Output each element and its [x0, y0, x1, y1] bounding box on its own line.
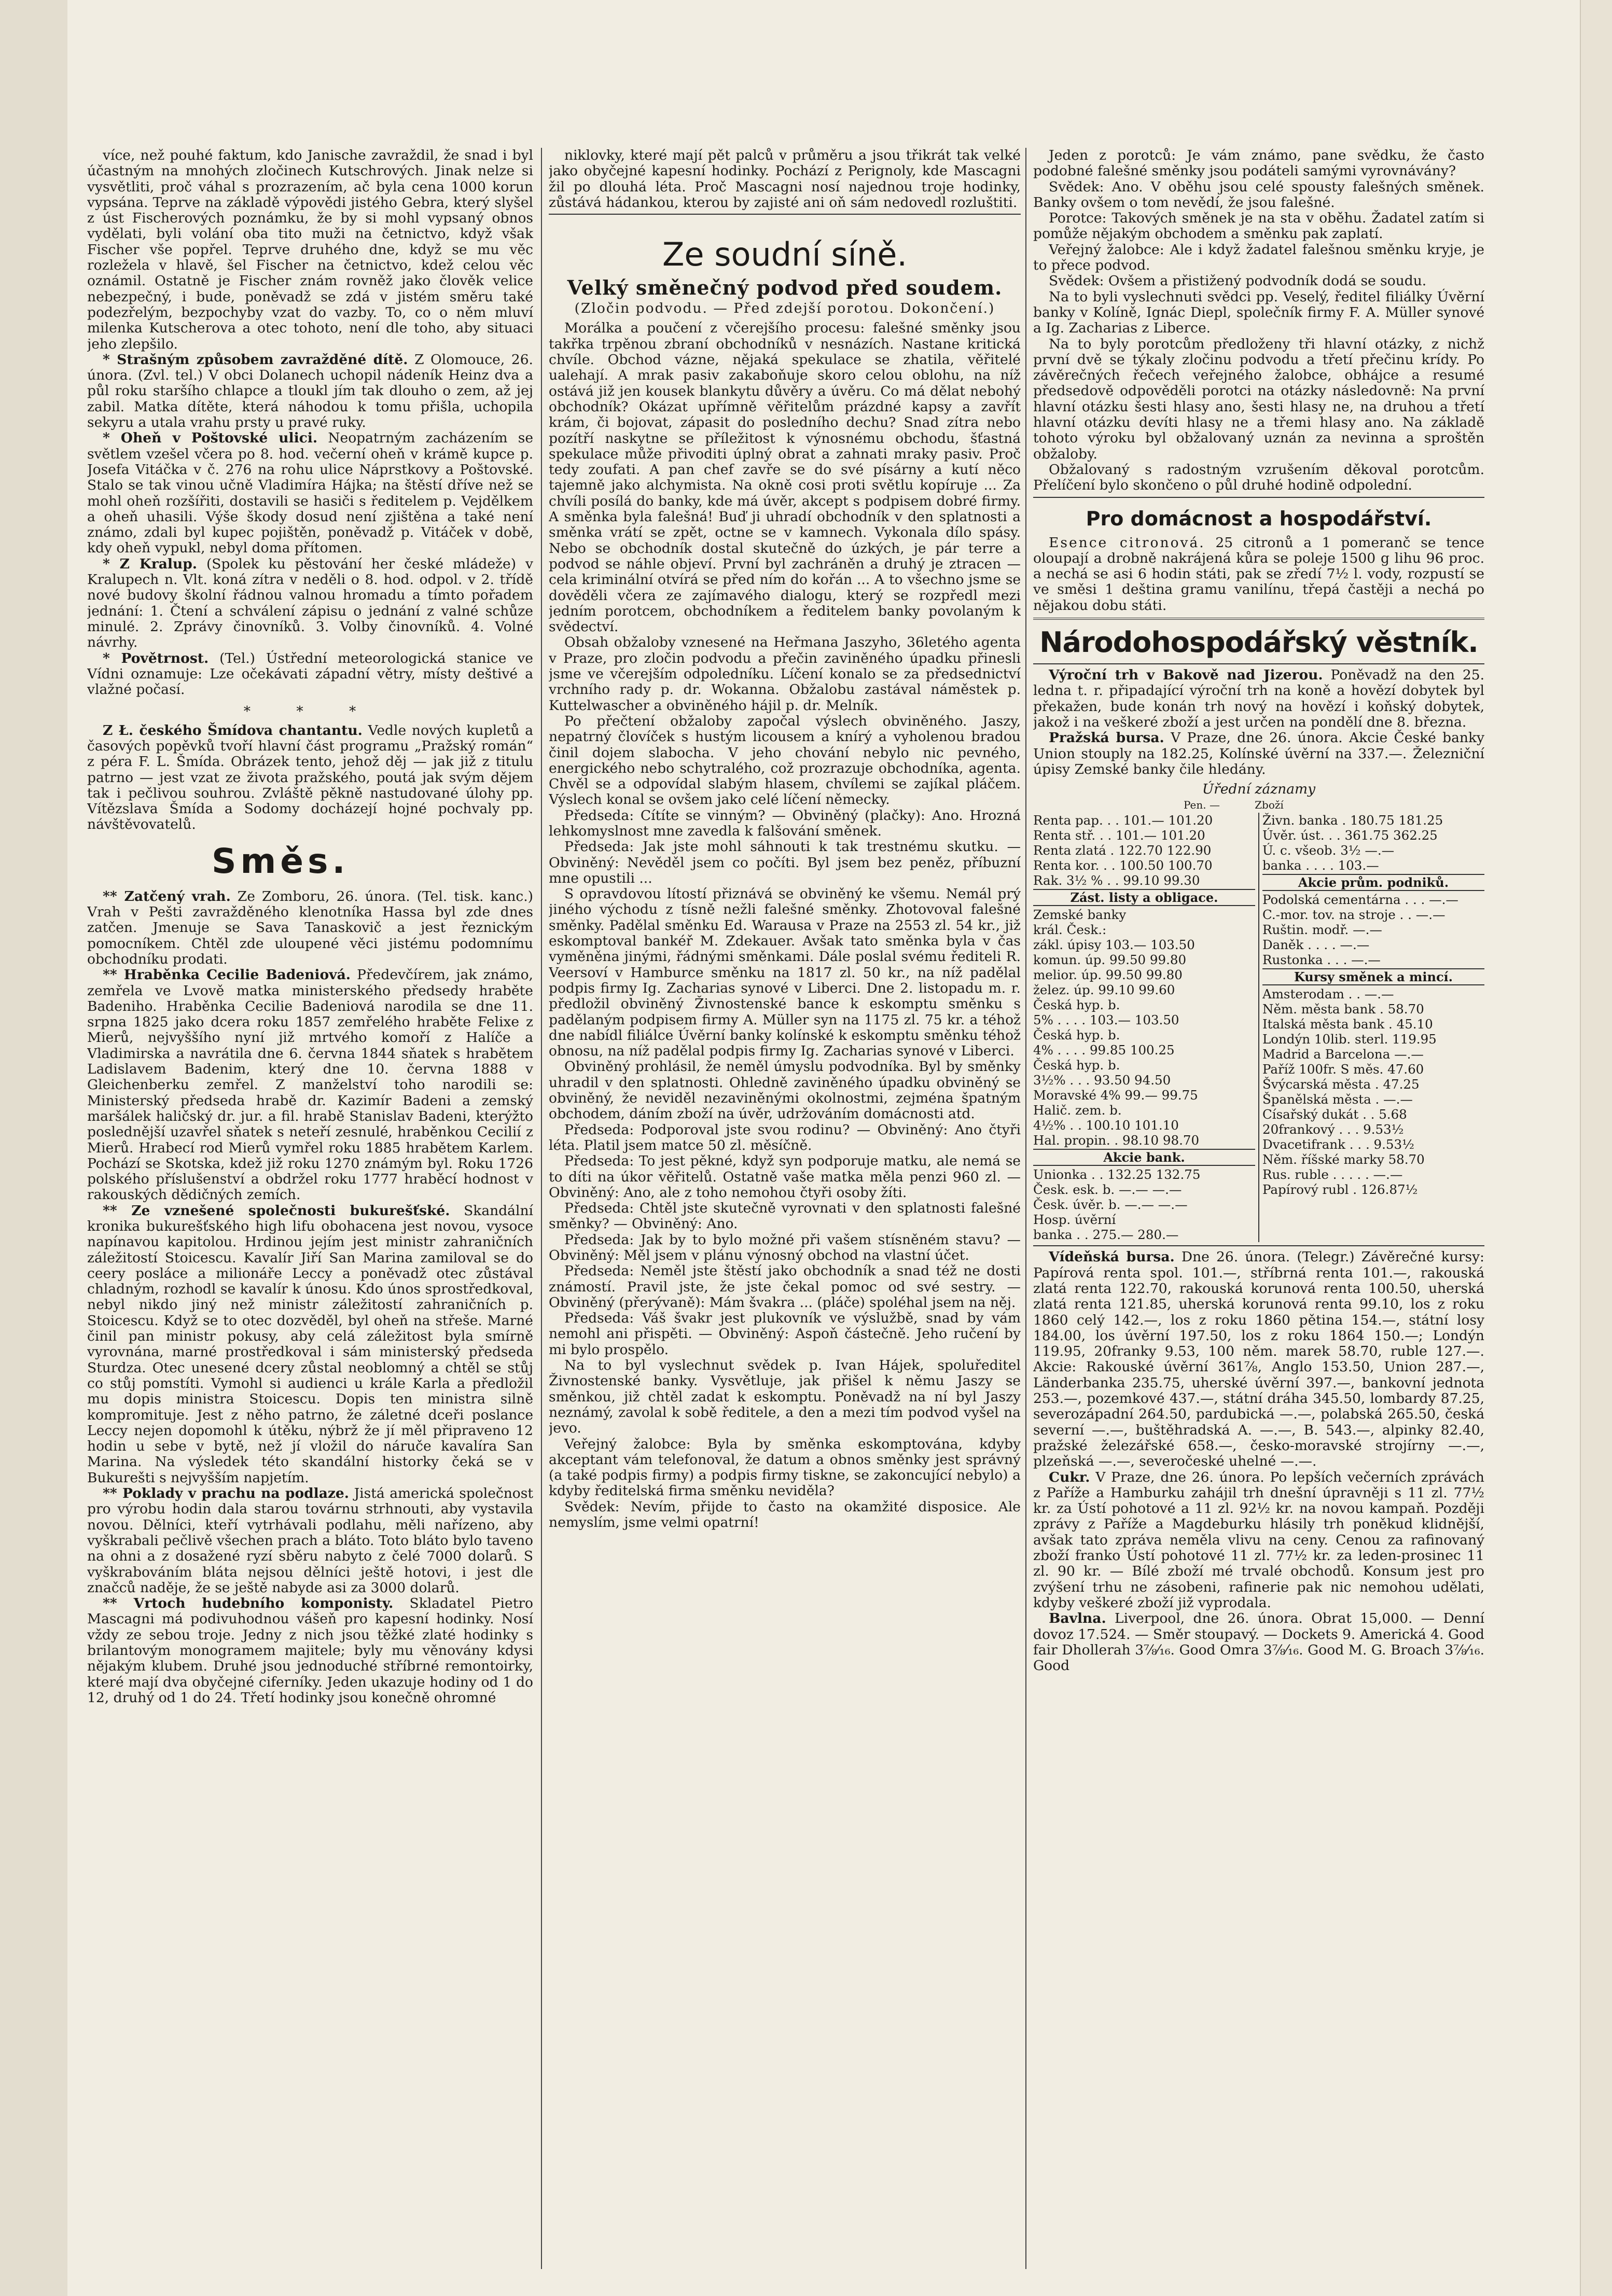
- divider: [1033, 497, 1484, 498]
- table-row: [1262, 858, 1484, 873]
- article-paragraph: Veřejný žalobce: Byla by směnka eskomptována, kdyby akceptant vám telefonoval, že datum a obnos směnky jest správný (a také podpis firmy) a podpis firmy tiskne, se zakoncující nebylo) a kdyby ředitelská firma směnku neviděla?: [549, 1436, 1021, 1499]
- table-row: [1033, 858, 1255, 873]
- table-row: [1033, 1212, 1255, 1227]
- table-cell: Česk. úvěr. b. —.— —.—: [1033, 1197, 1188, 1213]
- section-title-smes: Směs.: [212, 841, 350, 881]
- news-item: [87, 1203, 533, 1486]
- divider: [1033, 618, 1484, 620]
- news-item-heading: Cukr.: [1049, 1469, 1090, 1485]
- divider: [1033, 1245, 1484, 1246]
- bursa-table-title: Úřední záznamy: [1202, 781, 1316, 798]
- article-paragraph: niklovky, které mají pět palců v průměru a jsou třikrát tak velké jako obyčejné kapesní hodinky. Pochází z Perignoly, kde Mascagni žil po dlouhá léta. Proč Mascagni nosí najednou troje hodinky, zůstává hádankou, kterou by zajisté ani oň sám nedovedl rozluštiti.: [549, 148, 1021, 211]
- table-cell: Ú. c. všeob. 3½ —.—: [1262, 843, 1395, 858]
- news-item: [87, 889, 533, 967]
- table-cell: Madrid a Barcelona —.—: [1262, 1047, 1424, 1062]
- table-row: [1262, 907, 1484, 922]
- table-cell: Hosp. úvěrní: [1033, 1212, 1116, 1228]
- table-cell: Švýcarská města . 47.25: [1262, 1077, 1420, 1092]
- news-item-body: Z Olomouce, 26. února. (Zvl. tel.) V obci Dolanech uchopil nádeník Heinz dva a půl roku staršího chlapce a tloukl jím tak dlouho o zem, až jej zabil. Matka dítěte, která náhodou k tomu přišla, uchopila sekyru a utala vrahu prsty u pravé ruky.: [87, 351, 533, 431]
- table-row: [1262, 1152, 1484, 1167]
- table-cell: Úvěr. úst. . . 361.75 362.25: [1262, 828, 1438, 843]
- table-cell: 5% . . . . 103.— 103.50: [1033, 1012, 1179, 1028]
- table-cell: Živn. banka . 180.75 181.25: [1262, 813, 1443, 828]
- article-paragraph: Předseda: To jest pěkné, když syn podporuje matku, ale nemá se to díti na úkor věřitelů. Ostatně vaše matka měla penzi 960 zl. — Obviněný: Ano, ale z toho nemohou čtyři osoby žíti.: [549, 1153, 1021, 1201]
- article-paragraph: Předseda: Jak by to bylo možné při vašem stísněném stavu? — Obviněný: Měl jsem v plánu výnosný obchod na vlastní účet.: [549, 1231, 1021, 1263]
- table-row: [1033, 1073, 1255, 1088]
- table-cell: 4% . . . . 99.85 100.25: [1033, 1042, 1175, 1058]
- news-item: [87, 651, 533, 698]
- news-item-heading: ** Ze vznešené společnosti bukurešťské.: [103, 1202, 450, 1219]
- table-row: [1033, 907, 1255, 922]
- table-cell: Londýn 10lib. sterl. 119.95: [1262, 1032, 1437, 1047]
- news-item: [1033, 1611, 1484, 1674]
- table-cell: komun. úp. 99.50 99.80: [1033, 952, 1187, 968]
- table-row: [1033, 1042, 1255, 1057]
- news-item-body: (Spolek ku pěstování her české mládeže) v Kralupech n. Vlt. koná zítra v neděli o 8. hod. odpol. v 2. třídě nové budovy školní řádnou valnou hromadu a tímto pořadem jednání: 1. Čtení a schválení zápisu o jednání z valné schůze minulé. 2. Zprávy činovníků. 3. Volby činovníků. 4. Volné návrhy.: [87, 555, 533, 651]
- news-item-heading: Bavlna.: [1049, 1610, 1106, 1627]
- table-row: [1033, 1118, 1255, 1133]
- article-title: Velký směnečný podvod před soudem.: [567, 276, 1003, 300]
- news-item: [87, 430, 533, 556]
- news-item-body: Liverpool, dne 26. února. Obrat 15,000. — Denní dovoz 17.524. — Směr stoupavý. — Dockets 9. Americká 4. Good fair Dhollerah 3⅞⁄₁₆. Good Omra 3⅞⁄₁₆. Good M. G. Broach 3⅞⁄₁₆. Good: [1033, 1610, 1484, 1674]
- news-item: [1033, 535, 1484, 614]
- article-paragraph: Svědek: Ovšem a přistižený podvodník dodá se soudu.: [1049, 273, 1427, 289]
- table-row: [1262, 1107, 1484, 1122]
- news-item-body: Vedle nových kupletů a časových popěvků tvoří hlavní část programu „Pražský román“ z péra F. L. Šmída. Obrázek tento, jehož děj — jak již z titulu patrno — jest vzat ze života pražského, poutá jak svým dějem tak i pečlivou souhrou. Zvláště pěkně nastudované úlohy pp. Vítězslava Šmída a Sodomy docházejí hojné pochvaly pp. návštěvovatelů.: [87, 722, 533, 833]
- bursa-col-header: Zboží: [1255, 799, 1284, 812]
- table-row: [1033, 1057, 1255, 1073]
- table-cell: Česk. esk. b. —.— —.—: [1033, 1182, 1182, 1198]
- table-row: [1033, 922, 1255, 937]
- news-item-heading: ** Hraběnka Cecilie Badeniová.: [103, 967, 351, 983]
- column-rule: [1025, 148, 1026, 2269]
- table-subheading: Akcie prům. podniků.: [1262, 874, 1484, 891]
- table-cell: Rak. 3½ % . . 99.10 99.30: [1033, 873, 1200, 888]
- news-item-body: V Praze, dne 26. února. Po lepších večerních zprávách z Paříže a Hamburku zahájil trh dnešní úpravněji s 11 zl. 77½ kr. za Ústí pohotové a 11 zl. 92½ kr. na novou kampaň. Později zprávy z Paříže a Magdeburku hlásily trh poněkud klidnější, avšak tato zpráva neměla vlivu na ceny. Cenou za rafinovaný zboží franko Ústí pohotové 11 zl. 77½ kr. za leden-prosinec 11 zl. 90 kr. — Bílé zboží mé trvalé obchodů. Konsum jest pro zvýšení trhu ne zásobeni, rafinerie pak nic nemohou udělati, kdyby veškeré zboží již vyprodala.: [1033, 1469, 1484, 1611]
- table-cell: želez. úp. 99.10 99.60: [1033, 982, 1175, 998]
- table-row: [1262, 952, 1484, 967]
- table-row: [1033, 873, 1255, 888]
- table-cell: Císařský dukát . . 5.68: [1262, 1107, 1407, 1122]
- news-item-heading: * Oheň v Poštovské ulici.: [103, 430, 318, 447]
- news-item-heading: * Strašným způsobem zavražděné dítě.: [103, 351, 408, 368]
- news-item-heading: ** Poklady v prachu na podlaze.: [103, 1485, 350, 1502]
- section-title: Ze soudní síně.: [662, 235, 908, 274]
- bursa-table-header: [1033, 799, 1484, 811]
- table-cell: Renta pap. . . 101.— 101.20: [1033, 813, 1213, 828]
- table-row: [1262, 843, 1484, 858]
- news-item: [1033, 667, 1484, 730]
- article-paragraph: Předseda: Chtěl jste skutečně vyrovnati v den splatnosti falešné směnky? — Obviněný: Ano.: [549, 1200, 1021, 1232]
- table-cell: Zemské banky: [1033, 907, 1127, 923]
- table-cell: Ruštin. modř. —.—: [1262, 922, 1382, 938]
- table-row: [1033, 813, 1255, 828]
- article-paragraph: Po přečtení obžaloby započal výslech obviněného. Jaszy, nepatrný človíček s hustým licousem a knírý a vyholenou bradou činil dojem slabocha. V jeho chování nebylo nic pevného, energického nebo schytralého, což prozrazuje obchodníka, agenta. Chvěl se a odpovídal slabým hlasem, chvílemi se zajíkal pláčem. Výslech konal se ovšem jako celé líčení německy.: [549, 713, 1021, 808]
- table-cell: Rustonka . . . —.—: [1262, 952, 1381, 968]
- table-row: [1262, 1122, 1484, 1137]
- article-paragraph: Obviněný prohlásil, že neměl úmyslu podvodníka. Byl by směnky uhradil v den splatnosti. Ohledně zaviněného úpadku obviněný se obviněný, že neviděl nezaviněnými okolnostmi, zejména špatným obchodem, dáním zboží na úvěr, udržováním domácnosti atd.: [549, 1059, 1021, 1122]
- news-item-body: Poněvadž na den 25. ledna t. r. připadající výroční trh na koně a hovězí dobytek byl překažen, bude konán trh nový na hovězí i koňský dobytek, jakož i na veškeré zboží a jest určen na pondělí dne 8. března.: [1033, 667, 1484, 730]
- table-subheading: Kursy směnek a mincí.: [1262, 968, 1484, 985]
- table-cell: 20frankový . . . 9.53½: [1262, 1122, 1404, 1137]
- table-row: [1262, 892, 1484, 907]
- news-item-body: Skladatel Pietro Mascagni má podivuhodnou vášeň pro kapesní hodinky. Nosí vždy ze sebou troje. Jedny z nich jsou těžké zlaté hodinky s brilantovým monogramem majitele; byly mu věnovány kdysi nějakým klubem. Druhé jsou jednoduché stříbrné remontoirky, které mají dva obyčejné ciferníky. Jeden ukazuje hodiny od 1 do 12, druhý od 1 do 24. Třetí hodinky jsou konečně ohromné: [87, 1595, 533, 1706]
- table-row: [1033, 1167, 1255, 1182]
- table-cell: Renta zlatá . 122.70 122.90: [1033, 843, 1212, 858]
- column-left: [87, 148, 533, 2269]
- article-paragraph: Svědek: Ano. V oběhu jsou celé spousty falešných směnek. Banky ovšem o tom nevědí, že jsou falešné.: [1033, 178, 1484, 211]
- news-item: [87, 967, 533, 1203]
- table-row: [1033, 982, 1255, 997]
- article-paragraph: Předseda: Podporoval jste svou rodinu? — Obviněný: Ano čtyři léta. Platil jsem matce 50 zl. měsíčně.: [549, 1121, 1021, 1153]
- table-cell: zákl. úpisy 103.— 103.50: [1033, 937, 1195, 953]
- news-item-body: Neopatrným zacházením se světlem vzešel včera po 8. hod. večerní oheň v krámě kupce p. Josefa Vitáčka v č. 276 na rohu ulice Náprstkovy a Poštovské. Stalo se tak vinou učně Vladimíra Hájka; na štěstí dříve než se mohl oheň rozšířiti, dostavili se hasiči s ředitelem p. Vejdělkem a oheň uhasili. Výše škody dosud není zjištěna a také není známo, zdali byl kupec pojištěn, poněvadž p. Vitáček v době, kdy oheň vypukl, nebyl doma přítomen.: [87, 430, 533, 556]
- article-paragraph: Jeden z porotců: Je vám známo, pane svědku, že často podobné falešné směnky jsou podáteli samými vyrovnávány?: [1033, 148, 1484, 179]
- news-item-heading: Esence citronová.: [1049, 534, 1205, 551]
- table-cell: Halič. zem. b.: [1033, 1103, 1122, 1118]
- table-cell: banka . . 275.— 280.—: [1033, 1227, 1179, 1243]
- bursa-col-header: Pen. —: [1184, 799, 1220, 812]
- article-paragraph: Předseda: Neměl jste štěstí jako obchodník a snad též ne dosti známostí. Pravil jste, že jste čekal pomoc od své sestry. — Obviněný (přerývaně): Mám švakra ... (pláče) spoléhal jsem na něj.: [549, 1263, 1021, 1311]
- divider: [1033, 663, 1484, 664]
- table-cell: C.-mor. tov. na stroje . . —.—: [1262, 907, 1446, 923]
- table-row: [1262, 937, 1484, 952]
- news-item-body: 25 citronů a 1 pomeranč se tence oloupají a drobně nakrájená kůra se poleje 1500 g lihu 96 proc. a nechá se asi 6 hodin státi, pak se zředí 7½ l. vody, rozpustí se ve směsi 1 deština gramu vanilínu, třepá častěji a nechá po nějakou dobu státi.: [1033, 534, 1484, 614]
- news-item: [87, 352, 533, 430]
- article-paragraph: Obsah obžaloby vznesené na Heřmana Jaszyho, 36letého agenta v Praze, pro zločin podvodu a přečin zaviněného úpadku přinesli jsme ve včerejším odpoledníku. Líčení konalo se za předsednictví vrchního rady p. dr. Wokanna. Obžalobu zastával náměstek p. Kuttelwascher a obviněného hájil p. dr. Melník.: [549, 634, 1021, 714]
- table-row: [1033, 1103, 1255, 1118]
- table-cell: 3½% . . . 93.50 94.50: [1033, 1073, 1171, 1088]
- table-row: [1262, 813, 1484, 828]
- table-cell: Něm. města bank . 58.70: [1262, 1001, 1424, 1017]
- article-paragraph: více, než pouhé faktum, kdo Janische zavraždil, že snad i byl účastným na mnohých zločinech Kutschrových. Jinak nelze si vysvětliti, proč váhal s prozrazením, ač byla cena 1000 korun vypsána. Teprve na základě výpovědi jistého Gebra, který slyšel z úst Fischerových poznámku, že by si mohl vypsaný obnos vydělati, byli volání oba tito muži na četnictvo, když však Fischer vše popřel. Teprve druhého dne, když se mu věc rozleželа v hlavě, šel Fischer na četnictvo, kdež celou věc oznámil. Ostatně je Fischer znám rovněž jako člověk velice nebezpečný, i bude, poněvadž se zdá v jistém směru také podezřelým, bezpochyby vzat do vazby. To, co o něm mluví milenka Kutscherova a otec tohoto, není dle toho, aby situaci jeho zlepšilo.: [87, 148, 533, 352]
- column-right: [1033, 148, 1484, 2269]
- bursa-table-left: [1033, 813, 1259, 1242]
- news-item: [87, 1486, 533, 1596]
- table-row: [1033, 1182, 1255, 1197]
- table-cell: Podolská cementárna . . . —.—: [1262, 892, 1458, 908]
- table-cell: Česká hyp. b.: [1033, 1057, 1120, 1073]
- table-row: [1262, 1182, 1484, 1197]
- table-row: [1262, 1167, 1484, 1182]
- bursa-table-right: [1259, 813, 1484, 1242]
- table-row: [1033, 1012, 1255, 1027]
- news-item-body: Dne 26. února. (Telegr.) Závěrečné kursy: Papírová renta spol. 101.—, stříbrná renta 101.—, rakouská zlatá renta 122.70, rakouská korunová renta 100.50, uherská zlatá renta 121.85, uherská korunová renta 99.10, los z roku 1860 celý 142.—, los z roku 1860 pětina 154.—, státní losy 184.00, los úvěrní 197.50, los z roku 1864 150.—; Londýn 119.95, 20franky 9.53, 100 něm. marek 58.70, ruble 127.—. Akcie: Rakouské úvěrní 361⅞, Anglo 153.50, Union 287.—, Länderbanka 235.75, uherské úvěrní 397.—, bankovní jednota 253.—, pozemkové 437.—, státní dráha 345.50, lombardy 87.25, severozápadní 264.50, pardubická —.—, polabská 265.50, česká severní —.—, buštěhradská A. —.—, B. 543.—, alpinky 82.40, pražské železářské 658.—, česko-moravské strojírny —.—, plzeňská —.—, severočeské uhelné —.—.: [1033, 1249, 1484, 1470]
- news-item-body: Ze Zomboru, 26. února. (Tel. tisk. kanc.) Vrah v Pešti zavražděného klenotníka Hassa byl zde dnes zatčen. Jmenuje se Sava Tanaskovič a jest řeznickým pomocníkem. Chtěl zde uloupené věci jistému podomnímu obchodníku prodati.: [87, 888, 533, 967]
- table-cell: Česká hyp. b.: [1033, 997, 1120, 1013]
- table-cell: Moravské 4% 99.— 99.75: [1033, 1088, 1198, 1103]
- column-rule: [541, 148, 542, 2269]
- table-cell: Renta kor. . . 100.50 100.70: [1033, 858, 1213, 873]
- news-item: [1033, 1249, 1484, 1469]
- article-paragraph: Na to byl vyslechnut svědek p. Ivan Hájek, spoluředitel Živnostenské banky. Vysvětluje, jak přišel k němu Jaszy se směnkou, již chtěl zadat k eskomptu. Poněvadž na ní byl Jaszy neznámý, zavolal k sobě ředitele, a den a mezi tím podvod vyšel na jevo.: [549, 1357, 1021, 1437]
- table-row: [1033, 843, 1255, 858]
- news-item: [87, 556, 533, 651]
- table-row: [1033, 1133, 1255, 1148]
- table-row: [1033, 1227, 1255, 1242]
- table-cell: Unionka . . 132.25 132.75: [1033, 1167, 1201, 1182]
- section-title-home: Pro domácnost a hospodářství.: [1086, 507, 1432, 530]
- table-cell: Rus. ruble . . . . . —.—: [1262, 1167, 1403, 1182]
- article-paragraph: Veřejný žalobce: Ale i když žadatel falešnou směnku kryje, je to přece podvod.: [1033, 241, 1484, 274]
- article-paragraph: Na to byli vyslechnuti svědci pp. Veselý, ředitel filiálky Úvěrní banky v Kolíně, Ignác Diepl, společník firmy F. A. Müller synové a Ig. Zacharias z Liberce.: [1033, 288, 1484, 337]
- divider: [549, 214, 1021, 215]
- table-row: [1262, 922, 1484, 937]
- article-paragraph: Obžalovaný s radostným vzrušením děkoval porotcům. Přelíčení bylo skončeno o půl druhé hodině odpolední.: [1033, 461, 1484, 494]
- table-cell: Něm. říšské marky 58.70: [1262, 1152, 1425, 1167]
- table-row: [1033, 828, 1255, 843]
- news-item-heading: Výroční trh v Bakově nad Jizerou.: [1049, 667, 1323, 684]
- news-item-body: V Praze, dne 26. února. Akcie České banky Union stouply na 182.25, Kolínské úvěrní na 337.—. Železniční úpisy Zemské banky čile hledány.: [1033, 730, 1484, 777]
- separator-stars: * * *: [243, 703, 377, 720]
- article-paragraph: Svědek: Nevím, přijde to často na okamžité disposice. Ale nemyslím, jsme velmi opatrní!: [549, 1498, 1021, 1531]
- table-cell: Paříž 100fr. S měs. 47.60: [1262, 1062, 1424, 1077]
- table-row: [1262, 986, 1484, 1001]
- table-row: [1033, 967, 1255, 982]
- table-cell: Papírový rubl . 126.87½: [1262, 1182, 1418, 1198]
- table-subheading: Zást. listy a obligace.: [1033, 889, 1255, 906]
- article-paragraph: S opravdovou lítostí přiznává se obviněný ke všemu. Nemál prý jiného východu z tísně nežli falešné směnky. Zhotovoval falešné směnky. Padělal směnku Ed. Warausa v Praze na 2553 zl. 54 kr., již eskomptoval bankéř M. Zdekauer. Avšak tato směnka byla v čas vyměněna jinými, řádnými směnkami. Dále poslal svému řediteli R. Veersoví v Hamburce směnku na 1817 zl. 50 kr., na níž padělal podpis firmy Ig. Zacharias synové v Liberci. Dne 2. listopadu m. r. předložil obviněný Živnostenské bance k eskomptu směnku s padělaným podpisem firmy A. Müller syn na 1175 zl. 75 kr. a téhož dne nabídl filiálce Úvěrní banky kolínské k eskomptu směnku téhož obnosu, na níž padělal podpis firmy Ig. Zacharias synové v Liberci.: [549, 886, 1021, 1060]
- section-title-economy: Národohospodářský věstník.: [1039, 626, 1478, 659]
- news-item-heading: Z Ł. českého Šmídova chantantu.: [103, 722, 363, 739]
- table-cell: Daněk . . . . —.—: [1262, 937, 1370, 953]
- table-row: [1262, 1137, 1484, 1152]
- article-paragraph: Porotce: Takových směnek je na sta v oběhu. Žadatel zatím si pomůže nějakým obchodem a směnku pak zaplatí.: [1033, 210, 1484, 242]
- table-row: [1033, 937, 1255, 952]
- table-row: [1262, 1032, 1484, 1047]
- news-item-body: (Tel.) Ústřední meteorologická stanice ve Vídni oznamuje: Lze očekávati západní větry, místy deštivé a vlažné počasí.: [87, 650, 533, 698]
- table-row: [1033, 1197, 1255, 1212]
- news-item-heading: Pražská bursa.: [1049, 730, 1164, 746]
- table-cell: Španělská města . —.—: [1262, 1092, 1413, 1107]
- news-item-body: Skandální kronika bukurešťského high lifu obohacena jest novou, vysoce napínavou kapitolou. Hrdinou jejím jest ministr zahraničních záležitostí Stoicescu. Kavalír Jiří San Marina zamiloval se do ceery posláce a milionáře Leccy a poněvadž otec zůstával chladným, rozhodl se kavalír k únosu. Kdo únos sprostředkoval, nebyl nikdo jiný než ministr záležitostí zahraničních p. Stoicescu. Když se to otec dozvěděl, byl oheň na střeše. Marné činil pan ministr pokusy, aby celá záležitost byla smírně vyrovnána, marné prostředkoval i sám ministerský předseda Sturdza. Otec unesené dcery zůstal neoblomný a chtěl se stůj co stůj pomstíti. Vymohl si audienci u krále Karla a předložil mu dopis ministra Stoicescu. Dopis ten ministra silně kompromituje. Jest z něho patrno, že záletné dceři poslance Leccy nejen dopomohl k útěku, nýbrž že jí měl připraveno 12 hodin u sebe v bytě, než jí vložil do náruče kavalíra San Marina. Na výsledek této skandální historky čeká se v Bukurešti s nejvyšším napjetím.: [87, 1202, 533, 1486]
- table-row: [1033, 952, 1255, 967]
- table-cell: melior. úp. 99.50 99.80: [1033, 967, 1183, 983]
- table-row: [1262, 1047, 1484, 1062]
- table-row: [1262, 1092, 1484, 1107]
- table-cell: Renta stř. . . 101.— 101.20: [1033, 828, 1205, 843]
- page-edge: [0, 0, 67, 2296]
- news-item-heading: * Povětrnost.: [103, 650, 209, 666]
- table-cell: Amsterodam . . —.—: [1262, 986, 1394, 1002]
- news-item: [1033, 730, 1484, 777]
- article-paragraph: Morálka a poučení z včerejšího procesu: falešné směnky jsou takřka trpěnou zbraní obchodníků v nesnázích. Nastane kritická chvíle. Obchod vázne, nějaká spekulace se zhatila, věřitelé ualehají. A mrak pasiv zakaboňuje skoro celou oblohu, na níž ostává již jen kousek blankytu důvěry a úvěru. Co má dělat nebohý obchodník? Okázat upřímně věřitelům prázdné kapsy a zavřít krám, či bojovat, zápasit do posledního dechu? Snad zítra nebo pozítří naskytne se příležitost k výnosnému obchodu, šťastná spekulace může přivoditi úplný obrat a zahnati mraky pasiv. Proč tedy zoufati. A pan chef zavře se do své písárny a kutí něco tajemně jako alchymista. Na okně cosi proti světlu kopíruje ... Za chvíli posílá do banky, kde má úvěr, akcept s podpisem dobré firmy. A směnka byla falešná! Buď ji uhradí obchodník v den splatnosti a směnka vrátí se zpět, octne se v kamnech. Vykonala dílo spásy. Nebo se obchodník dostal skutečně do úzkých, je pár terre a podvod se náhle objeví. První byl zachráněn a druhý je ztracen — cela kriminální otvírá se před ním do kořán ... A to všechno jsme se dověděli včera ze zajímavého dialogu, který se rozpředl mezi jedním porotcem, obchodníkem a ředitelem banky povolaným k svědectví.: [549, 320, 1021, 635]
- article-subheading: (Zločin podvodu. — Před zdejší porotou. Dokončení.): [574, 300, 995, 317]
- table-row: [1262, 1017, 1484, 1032]
- article-paragraph: Předseda: Jak jste mohl sáhnouti k tak trestnému skutku. — Obviněný: Nevěděl jsem co počíti. Byl jsem bez peněz, příbuzní mne opustili ...: [549, 839, 1021, 886]
- news-item: [87, 723, 533, 833]
- table-cell: Dvacetifrank . . . 9.53½: [1262, 1137, 1414, 1152]
- news-item-heading: ** Vrtoch hudebního komponisty.: [103, 1595, 394, 1612]
- article-paragraph: Předseda: Cítíte se vinným? — Obviněný (plačky): Ano. Hrozná lehkomyslnost mne zavedla k falšování směnek.: [549, 807, 1021, 839]
- table-row: [1262, 1062, 1484, 1077]
- table-row: [1262, 1077, 1484, 1092]
- news-item-heading: * Z Kralup.: [103, 555, 197, 572]
- article-paragraph: Na to byly porotcům předloženy tři hlavní otázky, z nichž první dvě se týkaly zločinu podvodu a třetí přečinu krídy. Po závěrečných řečech veřejného žalobce, obhájce a resumé předsedově odpověděli porotci na otázky následovně: Na první hlavní otázku šesti hlasy ano, šesti hlasy ne, na druhou a třetí hlavní otázku devíti hlasy ne a třemi hlasy ano. Na základě tohoto výroku byl obžalovaný uznán za nevinna a sproštěn obžaloby.: [1033, 336, 1484, 462]
- article-paragraph: Předseda: Váš švakr jest plukovník ve výslužbě, snad by vám nemohl ani přispěti. — Obviněný: Aspoň částečně. Jeho ručení by mi bylo prospělo.: [549, 1310, 1021, 1358]
- column-middle: [549, 148, 1021, 2269]
- table-row: [1033, 997, 1255, 1012]
- table-cell: Hal. propin. . 98.10 98.70: [1033, 1133, 1200, 1148]
- news-item: [1033, 1470, 1484, 1611]
- table-cell: král. Česk.:: [1033, 922, 1107, 938]
- table-cell: Italská města bank . 45.10: [1262, 1017, 1433, 1032]
- table-row: [1033, 1027, 1255, 1042]
- news-item: [87, 1596, 533, 1706]
- table-cell: Česká hyp. b.: [1033, 1027, 1120, 1043]
- table-cell: banka . . . . 103.—: [1262, 858, 1379, 873]
- table-row: [1033, 1088, 1255, 1103]
- news-item-body: Jistá americká společnost pro výrobu hodin dala starou továrnu strhnouti, aby vystavila novou. Dělníci, kteří vytrhávali podlahu, měli nařízeno, aby vyškrabali pečlivě všechen prach a bláto. Toto bláto bylo taveno na ohni a z dosažené ryzí sběru nabyto z čelé 7000 dolarů. S vyškrabováním bláta nejsou dělníci ještě hotovi, i jest dle značců naděje, že se ještě nabyde asi za 3000 dolarů.: [87, 1485, 533, 1596]
- table-subheading: Akcie bank.: [1033, 1149, 1255, 1166]
- table-row: [1262, 828, 1484, 843]
- bursa-table: [1033, 813, 1484, 1242]
- news-item-heading: Vídeňská bursa.: [1049, 1249, 1175, 1265]
- table-row: [1262, 1001, 1484, 1017]
- news-item-heading: ** Zatčený vrah.: [103, 888, 231, 905]
- news-item-body: Předevčírem, jak známo, zemřela ve Lvově matka ministerského předsedy hraběte Badeniho. Hraběnka Cecilie Badeniová narodila se dne 11. srpna 1825 jako dcera roku 1857 zemřelého hraběte Felixe z Mierů, nejvyššího nyní již mrtvého komoří z Halíče a Vladimirska a navrátila dne 6. června 1844 sňatek s hrabětem Ladislavem Badenim, který dne 10. června 1888 v Gleichenberku zemřel. Z manželství toho narodili se: Ministerský předseda hrabě dr. Kazimír Badeni a zemský maršálek haličský dr. jur. a fil. hrabě Stanislav Badeni, kterýžto poslednější uzavřel sňatek s neteří zesnulé, hraběnkou Cecilií z Mierů. Hrabecí rod Mierů vymřel roku 1885 hrabětem Karlem. Pochází se Skotska, kdež již roku 1270 známým byl. Roku 1726 polského příslušenství a obdržel roku 1777 hraběcí hodnost v rakouských dědičných zemích.: [87, 967, 533, 1203]
- page-edge-right: [1580, 0, 1612, 2296]
- table-cell: 4½% . . 100.10 101.10: [1033, 1118, 1179, 1133]
